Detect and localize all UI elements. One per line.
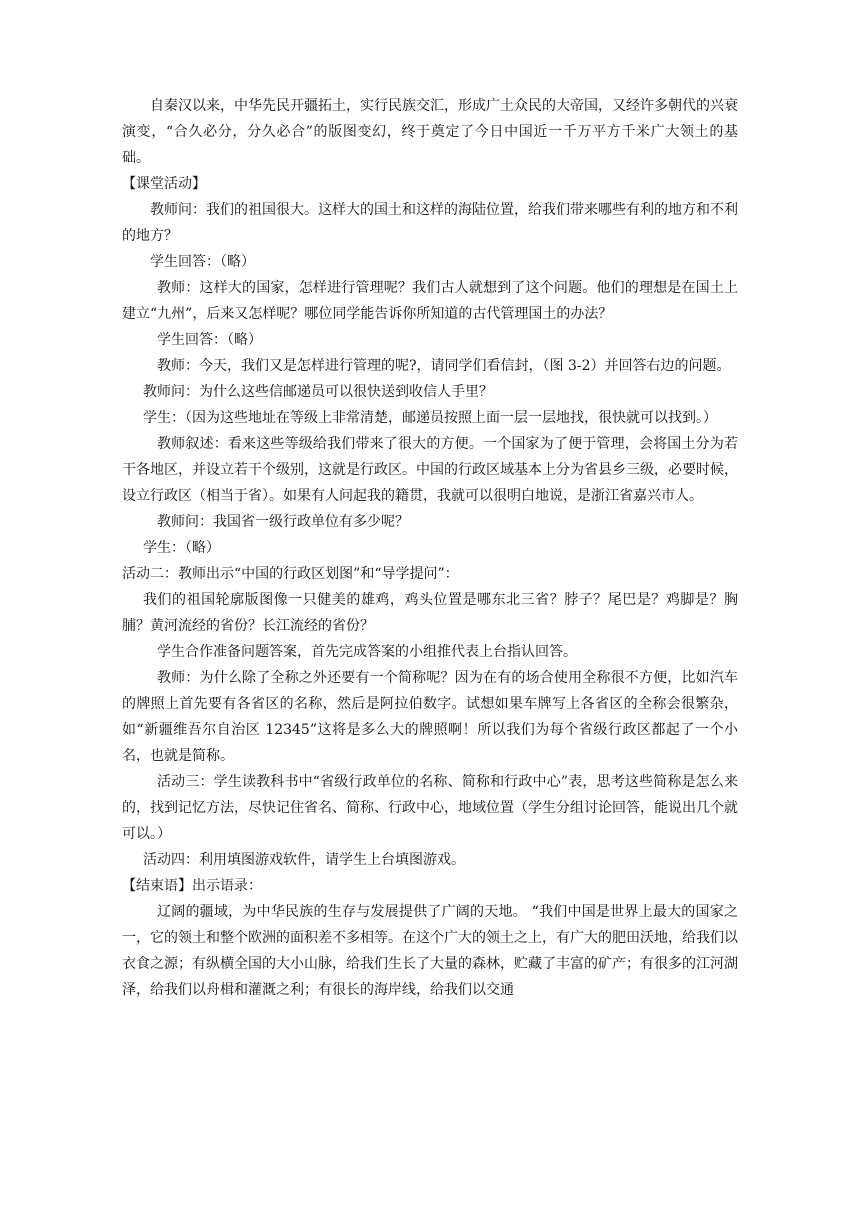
paragraph-activity-3: 活动三：学生读教科书中“省级行政单位的名称、简称和行政中心”表，思考这些简称是怎么来的，找到记忆方法，尽快记住省名、简称、行政中心，地域位置（学生分组讨论回答，能说出几个就可以。） <box>122 774 738 842</box>
paragraph-intro: 自秦汉以来，中华先民开疆拓土，实行民族交汇，形成广土众民的大帝国，又经许多朝代的兴衰演变，“合久必分，分久必合”的版图变幻，终于奠定了今日中国近一千万平方千米广大领土的基础。 <box>122 98 738 166</box>
section-heading-class-activity: 【课堂活动】 <box>122 176 206 192</box>
paragraph-student-cooperation: 学生合作准备问题答案，首先完成答案的小组推代表上台指认回答。 <box>157 644 577 660</box>
paragraph-teacher-2: 教师：今天，我们又是怎样进行管理的呢?，请同学们看信封，（图 3-2）并回答右边的问题。 <box>157 358 731 374</box>
paragraph-teacher-1: 教师：这样大的国家，怎样进行管理呢？我们古人就想到了这个问题。他们的理想是在国土上建立“九州”，后来又怎样呢？哪位同学能告诉你所知道的古代管理国土的办法？ <box>122 280 738 322</box>
document-body <box>122 93 738 1003</box>
paragraph-activity-2: 活动二：教师出示“中国的行政区划图”和“导学提问”： <box>122 566 459 582</box>
paragraph-student-4: 学生：（略） <box>143 540 220 556</box>
paragraph-teacher-question-3: 教师问：我国省一级行政单位有多少呢？ <box>157 514 409 530</box>
paragraph-student-answer-1: 学生回答：（略） <box>150 254 255 270</box>
paragraph-teacher-abbreviation: 教师：为什么除了全称之外还要有一个简称呢？因为在有的场合使用全称很不方便，比如汽车的牌照上首先要有各省区的名称，然后是阿拉伯数字。试想如果车牌写上各省区的全称会很繁杂，如“新疆维吾尔自治区 12345”这将是多么大的牌照啊！所以我们为每个省级行政区都起了一个小名，也就是简称。 <box>122 670 738 764</box>
document-page <box>122 0 738 1216</box>
paragraph-teacher-question-2: 教师问：为什么这些信邮递员可以很快送到收信人手里？ <box>143 384 493 400</box>
paragraph-activity-4: 活动四：利用填图游戏软件，请学生上台填图游戏。 <box>143 852 465 868</box>
paragraph-closing-quote: 辽阔的疆域，为中华民族的生存与发展提供了广阔的天地。 “我们中国是世界上最大的国家之一，它的领土和整个欧洲的面积差不多相等。在这个广大的领土之上，有广大的肥田沃地，给我们以衣食之源；有纵横全国的大小山脉，给我们生长了大量的森林，贮藏了丰富的矿产；有很多的江河湖泽，给我们以舟楫和灌溉之利；有很长的海岸线，给我们以交通 <box>122 904 738 998</box>
paragraph-teacher-narration: 教师叙述：看来这些等级给我们带来了很大的方便。一个国家为了便于管理，会将国土分为若干各地区，并设立若干个级别，这就是行政区。中国的行政区域基本上分为省县乡三级，必要时候，设立行政区（相当于省）。如果有人问起我的籍贯，我就可以很明白地说，是浙江省嘉兴市人。 <box>122 436 738 504</box>
paragraph-rooster-map: 我们的祖国轮廓版图像一只健美的雄鸡，鸡头位置是哪东北三省？脖子？尾巴是？鸡脚是？胸脯？黄河流经的省份？长江流经的省份？ <box>122 592 738 634</box>
paragraph-teacher-question-1: 教师问：我们的祖国很大。这样大的国土和这样的海陆位置，给我们带来哪些有利的地方和不利的地方？ <box>122 202 738 244</box>
section-heading-closing: 【结束语】出示语录： <box>122 878 262 894</box>
paragraph-student-3: 学生：（因为这些地址在等级上非常清楚，邮递员按照上面一层一层地找，很快就可以找到。） <box>143 410 717 426</box>
paragraph-student-answer-2: 学生回答：（略） <box>157 332 262 348</box>
